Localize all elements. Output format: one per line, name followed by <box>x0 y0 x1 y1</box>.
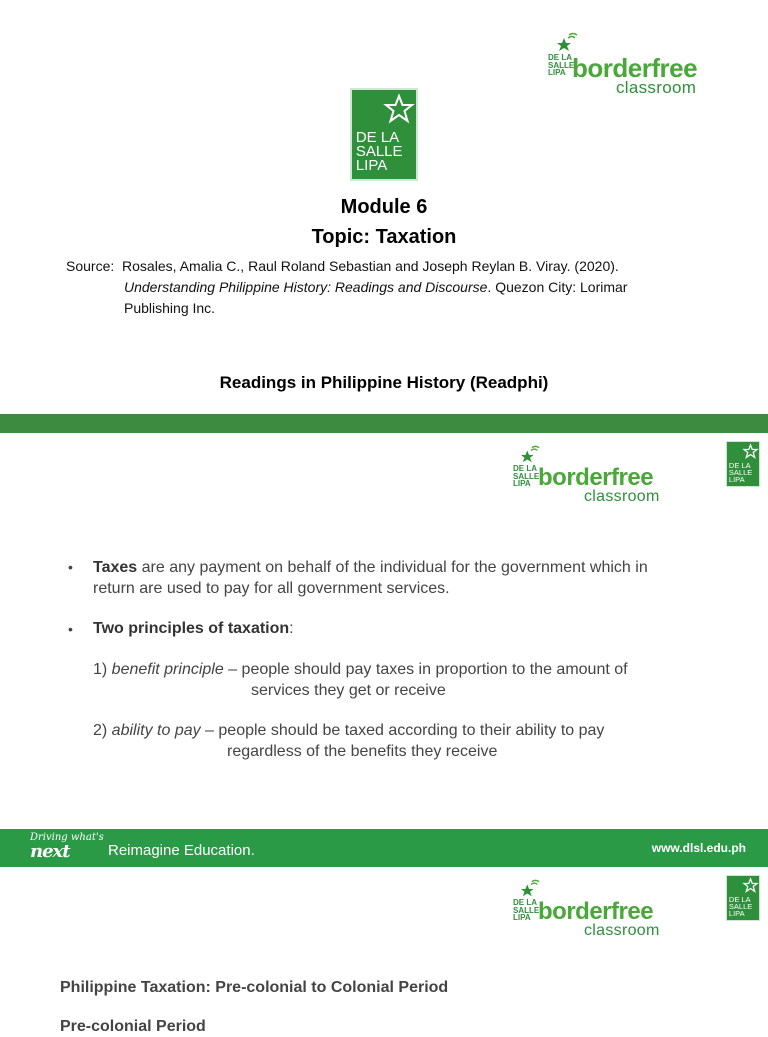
source-label: Source: <box>66 258 115 274</box>
precolonial-subheading: Pre-colonial Period <box>60 1018 206 1035</box>
bf-wordmark: borderfree <box>538 464 654 491</box>
footer-slogan: Reimagine Education. <box>108 842 255 859</box>
bf-small-text <box>548 54 574 77</box>
footer-tagline-next: next <box>30 841 70 862</box>
dlsl-logo <box>350 88 418 181</box>
dlsl-line-3: LIPA <box>355 157 388 175</box>
taxes-definition-line-1 <box>93 557 733 578</box>
bf-small-text <box>513 899 539 922</box>
principles-term: Two principles of taxation <box>93 620 290 637</box>
principles-colon: : <box>289 620 294 637</box>
principles-heading <box>93 618 294 639</box>
slide-title <box>0 0 768 414</box>
taxes-definition-line-2: return are used to pay for all government services. <box>93 580 450 597</box>
bf-small-line-2: SALLE <box>513 905 540 915</box>
principle-2-line-1 <box>93 720 753 741</box>
bf-small-line-1: DE LA <box>548 53 572 62</box>
footer-url[interactable]: www.dlsl.edu.ph <box>651 841 746 855</box>
bf-small-line-3: LIPA <box>513 479 531 489</box>
dlsl-logo-small <box>726 441 760 487</box>
bf-wordmark: borderfree <box>572 53 698 83</box>
bf-small-line-1: DE LA <box>513 898 537 907</box>
topic-title: Topic: Taxation <box>311 226 457 248</box>
dlsl-line-1: DE LA <box>728 461 751 470</box>
dlsl-line-3: LIPA <box>728 475 745 485</box>
bf-small-line-1: DE LA <box>513 464 537 473</box>
borderfree-classroom-logo <box>510 445 690 515</box>
principle-1-number: 1) <box>93 661 112 678</box>
bf-small-line-3: LIPA <box>548 68 566 78</box>
taxes-term: Taxes <box>93 559 138 576</box>
dlsl-line-2: SALLE <box>355 143 403 161</box>
source-book: Understanding Philippine History: Readings and Discourse <box>124 279 488 295</box>
bf-wordmark: borderfree <box>538 898 654 925</box>
principle-1-line-2: services they get or receive <box>251 682 446 699</box>
dlsl-line-2: SALLE <box>728 902 753 912</box>
slide-taxes-definition <box>0 433 768 829</box>
source-line-1 <box>66 256 619 277</box>
principle-1-line-1 <box>93 659 753 680</box>
principle-2-term: ability to pay <box>111 722 201 739</box>
taxation-period-heading: Philippine Taxation: Pre-colonial to Colonial Period <box>60 979 449 996</box>
principle-2-line-2: regardless of the benefits they receive <box>227 743 498 760</box>
principle-1-rest-1: – people should pay taxes in proportion to the amount of <box>223 661 628 678</box>
bf-small-line-2: SALLE <box>513 471 540 481</box>
source-authors: Rosales, Amalia C., Raul Roland Sebastian and Joseph Reylan B. Viray. (2020). <box>122 258 619 274</box>
bf-classroom: classroom <box>584 922 660 939</box>
dlsl-line-3: LIPA <box>728 909 745 919</box>
principle-2-rest-1: – people should be taxed according to their ability to pay <box>200 722 605 739</box>
module-title: Module 6 <box>340 196 428 218</box>
star-icon <box>743 878 758 893</box>
taxes-rest-1: are any payment on behalf of the individual for the government which in <box>137 559 648 576</box>
bf-classroom: classroom <box>616 78 697 97</box>
star-signal-icon <box>554 32 580 54</box>
bf-small-line-3: LIPA <box>513 913 531 923</box>
borderfree-classroom-logo <box>546 32 726 102</box>
principle-1-term: benefit principle <box>111 661 224 678</box>
dlsl-line-1: DE LA <box>355 128 400 146</box>
dlsl-logo-small <box>726 875 760 921</box>
star-icon <box>743 444 758 459</box>
source-line-2 <box>124 277 627 298</box>
bullet-2: • <box>68 621 73 637</box>
bf-small-text <box>513 465 539 488</box>
principle-2-number: 2) <box>93 722 112 739</box>
source-pub-1: . Quezon City: Lorimar <box>487 279 628 295</box>
bf-small-line-2: SALLE <box>548 60 575 70</box>
slide-divider <box>0 414 768 433</box>
dlsl-line-1: DE LA <box>728 895 751 904</box>
slide-philippine-taxation <box>0 867 768 1035</box>
source-line-3: Publishing Inc. <box>124 300 216 316</box>
footer-tagline-top: Driving what's <box>30 832 104 843</box>
taxes-definition <box>93 557 733 599</box>
course-title: Readings in Philippine History (Readphi) <box>219 373 549 392</box>
principle-1 <box>93 659 753 680</box>
footer-band <box>0 829 768 867</box>
star-signal-icon <box>518 445 542 465</box>
borderfree-classroom-logo <box>510 879 690 949</box>
bf-classroom: classroom <box>584 488 660 505</box>
star-icon <box>384 94 414 124</box>
dlsl-line-2: SALLE <box>728 468 753 478</box>
bullet-1: • <box>68 559 73 575</box>
star-signal-icon <box>518 879 542 899</box>
principle-2 <box>93 720 753 741</box>
